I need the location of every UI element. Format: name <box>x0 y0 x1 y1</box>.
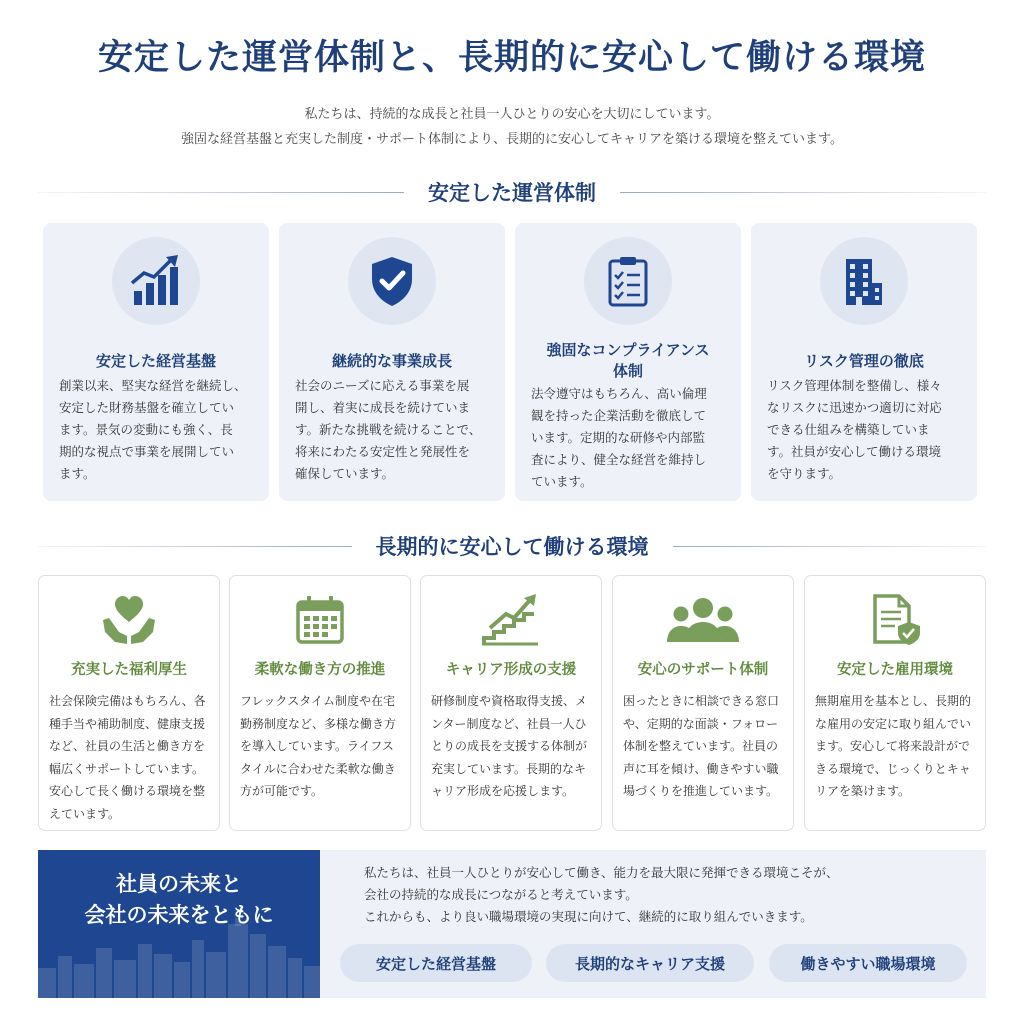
tag-career-support: 長期的なキャリア支援 <box>546 944 754 982</box>
desc-line: リスク管理体制を整備し、様々 <box>767 378 942 393</box>
icon-circle <box>584 237 672 325</box>
intro-line: 私たちは、持続的な成長と社員一人ひとりの安心を大切にしています。 <box>304 107 720 122</box>
tag-stable-management: 安定した経営基盤 <box>340 944 532 982</box>
closing-title-line: 社員の未来と <box>116 871 242 896</box>
chart-growth-icon <box>128 253 184 309</box>
divider <box>38 546 352 547</box>
card-description <box>767 375 965 485</box>
desc-line: す。社員が安心して働ける環境 <box>767 444 942 459</box>
desc-line: ます。 <box>59 466 96 481</box>
card-title: 柔軟な働き方の推進 <box>254 662 386 678</box>
desc-line: リアを築けます。 <box>815 784 911 798</box>
building-icon <box>836 253 892 309</box>
desc-line: ンター制度など、社員一人ひ <box>431 716 587 731</box>
intro-text <box>0 102 1024 152</box>
divider <box>673 546 987 547</box>
desc-line: 観を持った企業活動を徹底して <box>531 408 707 423</box>
intro-line: 強固な経営基盤と充実した制度・サポート体制により、長期的に安心してキャリアを築ける環境を整えています。 <box>181 132 843 147</box>
clipboard-checklist-icon <box>600 253 656 309</box>
card-title: リスク管理の徹底 <box>804 351 924 370</box>
card-description <box>531 383 729 493</box>
desc-line: 安定した財務基盤を確立してい <box>59 400 235 415</box>
desc-line: 創業以来、堅実な経営を継続し、 <box>59 378 247 393</box>
card-compliance <box>515 223 741 501</box>
divider <box>620 192 986 193</box>
desc-line: 種手当や補助制度、健康支援 <box>49 716 206 731</box>
desc-line: や、定期的な面談・フォロー <box>623 716 779 731</box>
closing-text-line: 私たちは、社員一人ひとりが安心して働き、能力を最大限に発揮できる環境こそが、 <box>364 865 839 880</box>
card-risk-management <box>751 223 977 501</box>
icon-wrap <box>613 590 793 650</box>
section-heading-operations <box>38 176 986 208</box>
heart-hands-icon <box>99 592 159 648</box>
desc-line: 社会のニーズに応える事業を展 <box>295 378 470 393</box>
stairs-arrow-icon <box>480 592 542 648</box>
desc-line: ます。景気の変動にも強く、長 <box>59 422 233 437</box>
desc-line: えています。 <box>49 806 121 821</box>
desc-line: 安心して長く働ける環境を整 <box>49 784 206 798</box>
card-title: 安定した経営基盤 <box>95 351 216 370</box>
card-description <box>49 690 211 825</box>
section-heading-environment <box>38 530 986 562</box>
divider <box>38 192 404 193</box>
document-shield-icon <box>867 592 923 648</box>
desc-line: できる仕組みを構築していま <box>767 422 930 437</box>
page-title: 安定した運営体制と、長期的に安心して働ける環境 <box>97 37 926 78</box>
desc-line: 将来にわたる安定性と発展性を <box>295 444 471 459</box>
desc-line: とりの成長を支援する体制が <box>431 739 588 753</box>
card-title: 継続的な事業成長 <box>331 351 452 370</box>
desc-line: 期的な視点で事業を展開してい <box>59 444 235 459</box>
icon-circle <box>820 237 908 325</box>
closing-text-line: 会社の持続的な成長につながると考えています。 <box>364 887 638 902</box>
desc-line: 充実しています。長期的なキ <box>431 761 587 776</box>
desc-line: 査により、健全な経営を維持し <box>531 452 707 467</box>
card-title: 強固なコンプライアンス体制 <box>546 341 710 380</box>
desc-line: タイルに合わせた柔軟な働き <box>240 761 396 776</box>
desc-line: 社会保険完備はもちろん、各 <box>49 694 206 708</box>
card-description <box>815 690 977 803</box>
card-description <box>240 690 402 803</box>
card-description <box>59 375 257 485</box>
closing-title-line: 会社の未来をともに <box>84 902 274 927</box>
card-support-system <box>612 575 794 831</box>
card-business-growth <box>279 223 505 501</box>
card-welfare <box>38 575 220 831</box>
card-flexible-work <box>229 575 411 831</box>
desc-line: フレックスタイム制度や在宅 <box>240 694 396 708</box>
desc-line: 声に耳を傾け、働きやすい職 <box>623 761 779 776</box>
desc-line: ます。安心して将来設計がで <box>815 739 971 753</box>
desc-line: ています。 <box>531 474 593 489</box>
icon-wrap <box>230 590 410 650</box>
desc-line: なリスクに迅速かつ適切に対応 <box>767 400 942 415</box>
card-title: 充実した福利厚生 <box>71 662 187 678</box>
card-title: 安心のサポート体制 <box>637 662 769 678</box>
desc-line: 困ったときに相談できる窓口 <box>623 694 780 708</box>
icon-wrap <box>421 590 601 650</box>
card-title: 安定した雇用環境 <box>837 662 953 678</box>
desc-line: きる環境で、じっくりとキャ <box>815 761 971 776</box>
desc-line: な雇用の安定に取り組んでい <box>815 716 972 731</box>
desc-line: 幅広くサポートしています。 <box>49 761 205 776</box>
desc-line: 方が可能です。 <box>240 784 324 798</box>
desc-line: 研修制度や資格取得支援、メ <box>431 694 588 708</box>
icon-circle <box>348 237 436 325</box>
desc-line: 開し、着実に成長を続けていま <box>295 400 471 415</box>
city-skyline-image <box>38 918 320 998</box>
card-description <box>295 375 493 485</box>
desc-line: 確保しています。 <box>295 466 395 481</box>
shield-check-icon <box>364 253 420 309</box>
closing-title-panel <box>38 850 320 998</box>
icon-wrap <box>805 590 985 650</box>
section-title: 長期的に安心して働ける環境 <box>375 535 649 559</box>
calendar-icon <box>292 592 348 648</box>
desc-line: ャリア形成を応援します。 <box>431 784 575 798</box>
desc-line: す。新たな挑戦を続けることで、 <box>295 422 482 437</box>
closing-banner <box>38 850 986 998</box>
icon-circle <box>112 237 200 325</box>
desc-line: 場づくりを推進しています。 <box>623 784 779 798</box>
icon-wrap <box>39 590 219 650</box>
desc-line: います。定期的な研修や内部監 <box>531 430 706 445</box>
desc-line: など、社員の生活と働き方を <box>49 739 206 753</box>
closing-text-line: これからも、より良い職場環境の実現に向けて、継続的に取り組んでいきます。 <box>364 909 813 924</box>
card-description <box>431 690 593 803</box>
desc-line: 体制を整えています。社員の <box>623 739 779 753</box>
closing-text <box>364 862 839 928</box>
desc-line: を守ります。 <box>767 466 842 481</box>
card-stable-management <box>43 223 269 501</box>
desc-line: 法令遵守はもちろん、高い倫理 <box>531 386 707 401</box>
card-employment <box>804 575 986 831</box>
section-title: 安定した運営体制 <box>428 181 596 205</box>
card-career-support <box>420 575 602 831</box>
card-description <box>623 690 785 803</box>
card-title: キャリア形成の支援 <box>445 662 577 678</box>
desc-line: 無期雇用を基本とし、長期的 <box>815 694 972 708</box>
tag-workplace-environment: 働きやすい職場環境 <box>769 944 967 982</box>
people-group-icon <box>667 594 739 646</box>
desc-line: 勤務制度など、多様な働き方 <box>240 716 397 731</box>
desc-line: を導入しています。ライフス <box>240 739 394 753</box>
